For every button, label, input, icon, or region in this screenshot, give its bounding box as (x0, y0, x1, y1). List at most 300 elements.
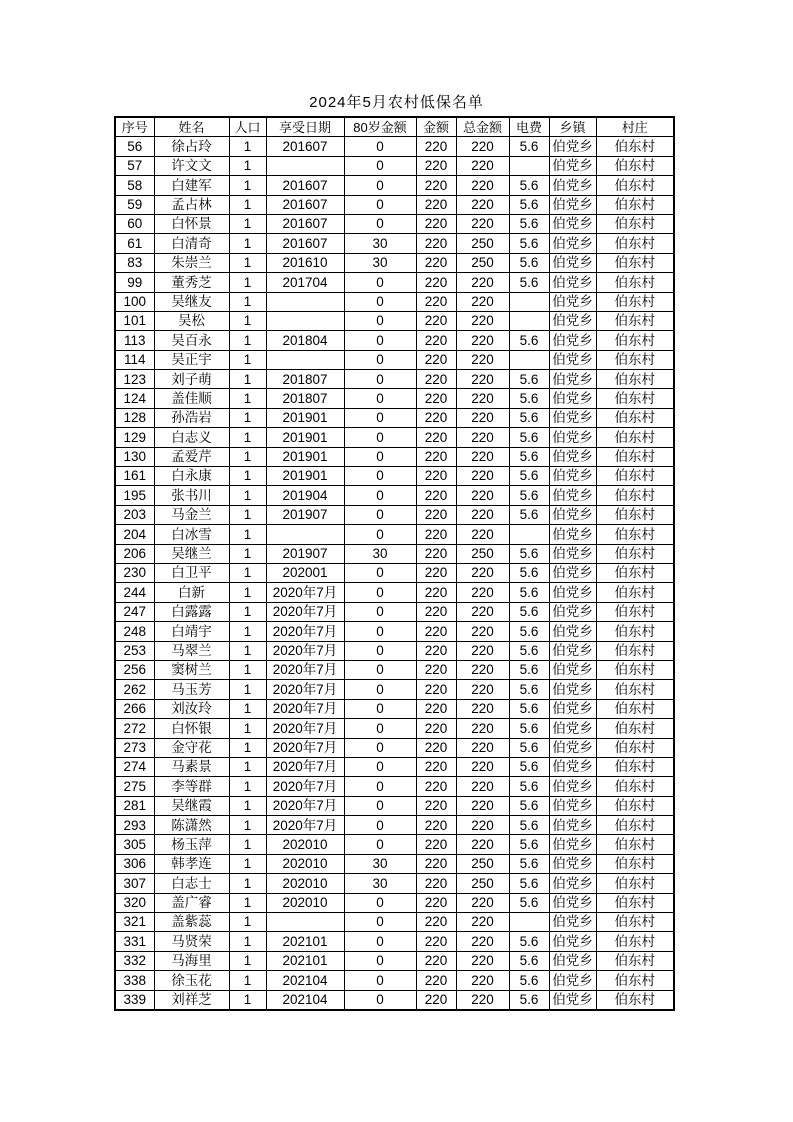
table-row (115, 292, 674, 311)
cell-age80-amount: 0 (344, 932, 416, 951)
cell-electricity (509, 525, 549, 544)
cell-township: 伯党乡 (549, 680, 596, 699)
cell-electricity: 5.6 (509, 971, 549, 990)
table-row (115, 408, 674, 427)
cell-age80-amount: 0 (344, 951, 416, 970)
cell-amount: 220 (416, 176, 456, 195)
cell-index: 204 (115, 525, 154, 544)
cell-electricity: 5.6 (509, 214, 549, 233)
cell-population: 1 (229, 738, 266, 757)
cell-population: 1 (229, 699, 266, 718)
cell-name: 白怀银 (154, 719, 229, 738)
cell-village: 伯东村 (596, 622, 674, 641)
cell-village: 伯东村 (596, 428, 674, 447)
table-row (115, 253, 674, 272)
column-header-amount: 金额 (416, 117, 456, 137)
cell-name: 孟爱芹 (154, 447, 229, 466)
cell-amount: 220 (416, 195, 456, 214)
cell-village: 伯东村 (596, 544, 674, 563)
cell-start-date: 202104 (266, 990, 344, 1010)
cell-start-date (266, 350, 344, 369)
column-header-village: 村庄 (596, 117, 674, 137)
cell-population: 1 (229, 176, 266, 195)
cell-population: 1 (229, 990, 266, 1010)
cell-index: 123 (115, 370, 154, 389)
cell-amount: 220 (416, 854, 456, 873)
cell-township: 伯党乡 (549, 796, 596, 815)
cell-amount: 220 (416, 544, 456, 563)
cell-population: 1 (229, 874, 266, 893)
cell-name: 白永康 (154, 467, 229, 486)
cell-start-date: 2020年7月 (266, 680, 344, 699)
table-row (115, 990, 674, 1010)
roster-table (114, 116, 675, 1011)
cell-total-amount: 220 (456, 137, 509, 156)
cell-population: 1 (229, 602, 266, 621)
cell-total-amount: 220 (456, 835, 509, 854)
cell-name: 白冰雪 (154, 525, 229, 544)
cell-electricity: 5.6 (509, 680, 549, 699)
table-row (115, 854, 674, 873)
cell-age80-amount: 0 (344, 137, 416, 156)
cell-electricity: 5.6 (509, 816, 549, 835)
cell-name: 盖紫蕊 (154, 913, 229, 932)
cell-index: 253 (115, 641, 154, 660)
cell-total-amount: 220 (456, 913, 509, 932)
cell-total-amount: 220 (456, 622, 509, 641)
cell-village: 伯东村 (596, 408, 674, 427)
cell-index: 124 (115, 389, 154, 408)
table-row (115, 816, 674, 835)
cell-start-date: 202104 (266, 971, 344, 990)
cell-age80-amount: 0 (344, 641, 416, 660)
cell-amount: 220 (416, 273, 456, 292)
cell-total-amount: 250 (456, 234, 509, 253)
cell-village: 伯东村 (596, 757, 674, 776)
cell-age80-amount: 0 (344, 428, 416, 447)
cell-start-date: 202010 (266, 874, 344, 893)
cell-population: 1 (229, 563, 266, 582)
cell-age80-amount: 0 (344, 176, 416, 195)
cell-village: 伯东村 (596, 176, 674, 195)
cell-total-amount: 220 (456, 583, 509, 602)
cell-village: 伯东村 (596, 854, 674, 873)
cell-electricity: 5.6 (509, 874, 549, 893)
cell-start-date: 201607 (266, 214, 344, 233)
cell-population: 1 (229, 447, 266, 466)
cell-amount: 220 (416, 156, 456, 175)
table-row (115, 234, 674, 253)
cell-electricity: 5.6 (509, 447, 549, 466)
cell-population: 1 (229, 796, 266, 815)
cell-total-amount: 220 (456, 350, 509, 369)
column-header-township: 乡镇 (549, 117, 596, 137)
cell-start-date: 2020年7月 (266, 757, 344, 776)
cell-population: 1 (229, 777, 266, 796)
cell-start-date: 2020年7月 (266, 777, 344, 796)
cell-township: 伯党乡 (549, 893, 596, 912)
cell-age80-amount: 0 (344, 370, 416, 389)
cell-total-amount: 220 (456, 195, 509, 214)
cell-amount: 220 (416, 408, 456, 427)
table-row (115, 622, 674, 641)
cell-name: 白怀景 (154, 214, 229, 233)
cell-population: 1 (229, 641, 266, 660)
cell-index: 161 (115, 467, 154, 486)
cell-index: 113 (115, 331, 154, 350)
cell-total-amount: 220 (456, 292, 509, 311)
cell-name: 徐占玲 (154, 137, 229, 156)
cell-total-amount: 220 (456, 602, 509, 621)
cell-township: 伯党乡 (549, 932, 596, 951)
cell-start-date: 201804 (266, 331, 344, 350)
cell-electricity: 5.6 (509, 137, 549, 156)
cell-total-amount: 220 (456, 447, 509, 466)
table-row (115, 602, 674, 621)
table-row (115, 156, 674, 175)
cell-village: 伯东村 (596, 660, 674, 679)
cell-age80-amount: 0 (344, 408, 416, 427)
cell-age80-amount: 0 (344, 195, 416, 214)
cell-village: 伯东村 (596, 467, 674, 486)
cell-start-date (266, 913, 344, 932)
cell-village: 伯东村 (596, 563, 674, 582)
table-row (115, 680, 674, 699)
cell-index: 320 (115, 893, 154, 912)
cell-total-amount: 220 (456, 757, 509, 776)
cell-population: 1 (229, 913, 266, 932)
cell-population: 1 (229, 253, 266, 272)
cell-population: 1 (229, 156, 266, 175)
cell-village: 伯东村 (596, 137, 674, 156)
cell-age80-amount: 0 (344, 447, 416, 466)
cell-name: 刘汝玲 (154, 699, 229, 718)
cell-village: 伯东村 (596, 273, 674, 292)
table-header-row (115, 117, 674, 137)
cell-age80-amount: 0 (344, 777, 416, 796)
cell-amount: 220 (416, 214, 456, 233)
cell-population: 1 (229, 525, 266, 544)
cell-electricity: 5.6 (509, 428, 549, 447)
cell-population: 1 (229, 816, 266, 835)
cell-total-amount: 220 (456, 971, 509, 990)
cell-village: 伯东村 (596, 719, 674, 738)
cell-age80-amount: 0 (344, 389, 416, 408)
cell-amount: 220 (416, 602, 456, 621)
cell-name: 马素景 (154, 757, 229, 776)
cell-township: 伯党乡 (549, 951, 596, 970)
cell-amount: 220 (416, 525, 456, 544)
cell-population: 1 (229, 544, 266, 563)
cell-index: 56 (115, 137, 154, 156)
cell-township: 伯党乡 (549, 486, 596, 505)
cell-electricity: 5.6 (509, 176, 549, 195)
column-header-total-amount: 总金额 (456, 117, 509, 137)
cell-total-amount: 220 (456, 990, 509, 1010)
cell-name: 马海里 (154, 951, 229, 970)
cell-index: 338 (115, 971, 154, 990)
cell-total-amount: 220 (456, 273, 509, 292)
cell-start-date: 201607 (266, 137, 344, 156)
cell-population: 1 (229, 195, 266, 214)
cell-township: 伯党乡 (549, 641, 596, 660)
cell-name: 吴松 (154, 311, 229, 330)
table-row (115, 777, 674, 796)
cell-township: 伯党乡 (549, 971, 596, 990)
cell-index: 128 (115, 408, 154, 427)
cell-village: 伯东村 (596, 602, 674, 621)
cell-township: 伯党乡 (549, 699, 596, 718)
cell-population: 1 (229, 389, 266, 408)
cell-village: 伯东村 (596, 292, 674, 311)
cell-population: 1 (229, 854, 266, 873)
cell-electricity: 5.6 (509, 738, 549, 757)
cell-amount: 220 (416, 447, 456, 466)
table-row (115, 893, 674, 912)
cell-index: 293 (115, 816, 154, 835)
cell-name: 吴继兰 (154, 544, 229, 563)
cell-village: 伯东村 (596, 311, 674, 330)
cell-start-date: 202010 (266, 835, 344, 854)
cell-start-date: 2020年7月 (266, 583, 344, 602)
cell-electricity: 5.6 (509, 951, 549, 970)
cell-township: 伯党乡 (549, 447, 596, 466)
table-row (115, 757, 674, 776)
cell-age80-amount: 30 (344, 253, 416, 272)
cell-age80-amount: 0 (344, 680, 416, 699)
cell-electricity (509, 156, 549, 175)
cell-name: 白清奇 (154, 234, 229, 253)
cell-age80-amount: 0 (344, 699, 416, 718)
cell-electricity (509, 292, 549, 311)
cell-name: 陈潇然 (154, 816, 229, 835)
cell-age80-amount: 0 (344, 350, 416, 369)
cell-name: 马金兰 (154, 505, 229, 524)
cell-electricity: 5.6 (509, 389, 549, 408)
cell-age80-amount: 0 (344, 505, 416, 524)
cell-township: 伯党乡 (549, 544, 596, 563)
table-body (115, 137, 674, 1010)
cell-township: 伯党乡 (549, 311, 596, 330)
cell-village: 伯东村 (596, 350, 674, 369)
cell-index: 266 (115, 699, 154, 718)
cell-index: 273 (115, 738, 154, 757)
cell-village: 伯东村 (596, 932, 674, 951)
cell-electricity: 5.6 (509, 796, 549, 815)
cell-total-amount: 220 (456, 370, 509, 389)
cell-age80-amount: 0 (344, 796, 416, 815)
cell-electricity (509, 350, 549, 369)
cell-index: 58 (115, 176, 154, 195)
cell-amount: 220 (416, 486, 456, 505)
table-row (115, 563, 674, 582)
cell-start-date: 201607 (266, 176, 344, 195)
table-row (115, 370, 674, 389)
cell-electricity: 5.6 (509, 602, 549, 621)
table-row (115, 486, 674, 505)
table-row (115, 660, 674, 679)
cell-village: 伯东村 (596, 389, 674, 408)
cell-amount: 220 (416, 835, 456, 854)
cell-name: 刘祥芝 (154, 990, 229, 1010)
table-row (115, 331, 674, 350)
cell-electricity: 5.6 (509, 719, 549, 738)
cell-population: 1 (229, 680, 266, 699)
column-header-age80-amount: 80岁金额 (344, 117, 416, 137)
cell-electricity: 5.6 (509, 583, 549, 602)
cell-electricity: 5.6 (509, 835, 549, 854)
cell-township: 伯党乡 (549, 738, 596, 757)
cell-start-date: 2020年7月 (266, 719, 344, 738)
cell-amount: 220 (416, 311, 456, 330)
cell-age80-amount: 0 (344, 990, 416, 1010)
cell-village: 伯东村 (596, 874, 674, 893)
cell-index: 307 (115, 874, 154, 893)
cell-electricity: 5.6 (509, 370, 549, 389)
cell-amount: 220 (416, 893, 456, 912)
column-header-start-date: 享受日期 (266, 117, 344, 137)
cell-township: 伯党乡 (549, 660, 596, 679)
cell-index: 61 (115, 234, 154, 253)
cell-start-date: 201907 (266, 505, 344, 524)
cell-village: 伯东村 (596, 680, 674, 699)
cell-index: 101 (115, 311, 154, 330)
cell-name: 许文文 (154, 156, 229, 175)
cell-electricity: 5.6 (509, 660, 549, 679)
cell-village: 伯东村 (596, 583, 674, 602)
cell-index: 262 (115, 680, 154, 699)
table-row (115, 350, 674, 369)
cell-township: 伯党乡 (549, 757, 596, 776)
cell-name: 吴百永 (154, 331, 229, 350)
table-row (115, 467, 674, 486)
cell-name: 白志义 (154, 428, 229, 447)
cell-electricity: 5.6 (509, 408, 549, 427)
table-row (115, 311, 674, 330)
cell-start-date: 201901 (266, 428, 344, 447)
cell-amount: 220 (416, 505, 456, 524)
column-header-population: 人口 (229, 117, 266, 137)
table-row (115, 195, 674, 214)
cell-village: 伯东村 (596, 816, 674, 835)
cell-start-date: 201807 (266, 370, 344, 389)
table-row (115, 583, 674, 602)
cell-electricity (509, 913, 549, 932)
column-header-index: 序号 (115, 117, 154, 137)
cell-start-date: 2020年7月 (266, 641, 344, 660)
cell-township: 伯党乡 (549, 176, 596, 195)
cell-amount: 220 (416, 660, 456, 679)
cell-population: 1 (229, 234, 266, 253)
cell-name: 马玉芳 (154, 680, 229, 699)
cell-index: 206 (115, 544, 154, 563)
cell-total-amount: 220 (456, 777, 509, 796)
cell-electricity: 5.6 (509, 854, 549, 873)
cell-age80-amount: 0 (344, 835, 416, 854)
cell-village: 伯东村 (596, 214, 674, 233)
cell-township: 伯党乡 (549, 816, 596, 835)
cell-age80-amount: 30 (344, 854, 416, 873)
cell-total-amount: 220 (456, 176, 509, 195)
cell-village: 伯东村 (596, 253, 674, 272)
cell-electricity: 5.6 (509, 331, 549, 350)
cell-population: 1 (229, 757, 266, 776)
cell-index: 331 (115, 932, 154, 951)
cell-electricity: 5.6 (509, 563, 549, 582)
cell-amount: 220 (416, 467, 456, 486)
cell-age80-amount: 0 (344, 816, 416, 835)
cell-township: 伯党乡 (549, 156, 596, 175)
cell-population: 1 (229, 331, 266, 350)
cell-age80-amount: 0 (344, 525, 416, 544)
cell-township: 伯党乡 (549, 137, 596, 156)
cell-start-date: 2020年7月 (266, 796, 344, 815)
cell-name: 马翠兰 (154, 641, 229, 660)
cell-population: 1 (229, 622, 266, 641)
cell-start-date (266, 525, 344, 544)
cell-total-amount: 250 (456, 854, 509, 873)
table-row (115, 796, 674, 815)
cell-amount: 220 (416, 563, 456, 582)
cell-start-date: 2020年7月 (266, 660, 344, 679)
cell-name: 吴正宇 (154, 350, 229, 369)
cell-index: 321 (115, 913, 154, 932)
cell-population: 1 (229, 273, 266, 292)
cell-amount: 220 (416, 777, 456, 796)
cell-start-date: 201901 (266, 447, 344, 466)
cell-township: 伯党乡 (549, 195, 596, 214)
cell-total-amount: 220 (456, 214, 509, 233)
table-row (115, 913, 674, 932)
cell-population: 1 (229, 951, 266, 970)
cell-index: 114 (115, 350, 154, 369)
cell-start-date: 2020年7月 (266, 816, 344, 835)
cell-index: 306 (115, 854, 154, 873)
cell-age80-amount: 0 (344, 719, 416, 738)
cell-township: 伯党乡 (549, 913, 596, 932)
cell-electricity: 5.6 (509, 486, 549, 505)
cell-total-amount: 220 (456, 816, 509, 835)
cell-start-date: 201904 (266, 486, 344, 505)
cell-index: 83 (115, 253, 154, 272)
cell-township: 伯党乡 (549, 467, 596, 486)
cell-name: 金守花 (154, 738, 229, 757)
cell-total-amount: 220 (456, 893, 509, 912)
cell-start-date: 202101 (266, 932, 344, 951)
table-row (115, 738, 674, 757)
table-row (115, 951, 674, 970)
cell-index: 305 (115, 835, 154, 854)
cell-total-amount: 220 (456, 932, 509, 951)
cell-electricity: 5.6 (509, 234, 549, 253)
cell-start-date: 201807 (266, 389, 344, 408)
cell-index: 57 (115, 156, 154, 175)
cell-index: 100 (115, 292, 154, 311)
table-row (115, 544, 674, 563)
cell-village: 伯东村 (596, 641, 674, 660)
table-row (115, 835, 674, 854)
cell-name: 马贤荣 (154, 932, 229, 951)
cell-population: 1 (229, 893, 266, 912)
cell-index: 274 (115, 757, 154, 776)
cell-age80-amount: 0 (344, 331, 416, 350)
cell-start-date: 202010 (266, 854, 344, 873)
cell-amount: 220 (416, 874, 456, 893)
cell-amount: 220 (416, 641, 456, 660)
table-row (115, 214, 674, 233)
cell-start-date: 202010 (266, 893, 344, 912)
cell-name: 吴继友 (154, 292, 229, 311)
